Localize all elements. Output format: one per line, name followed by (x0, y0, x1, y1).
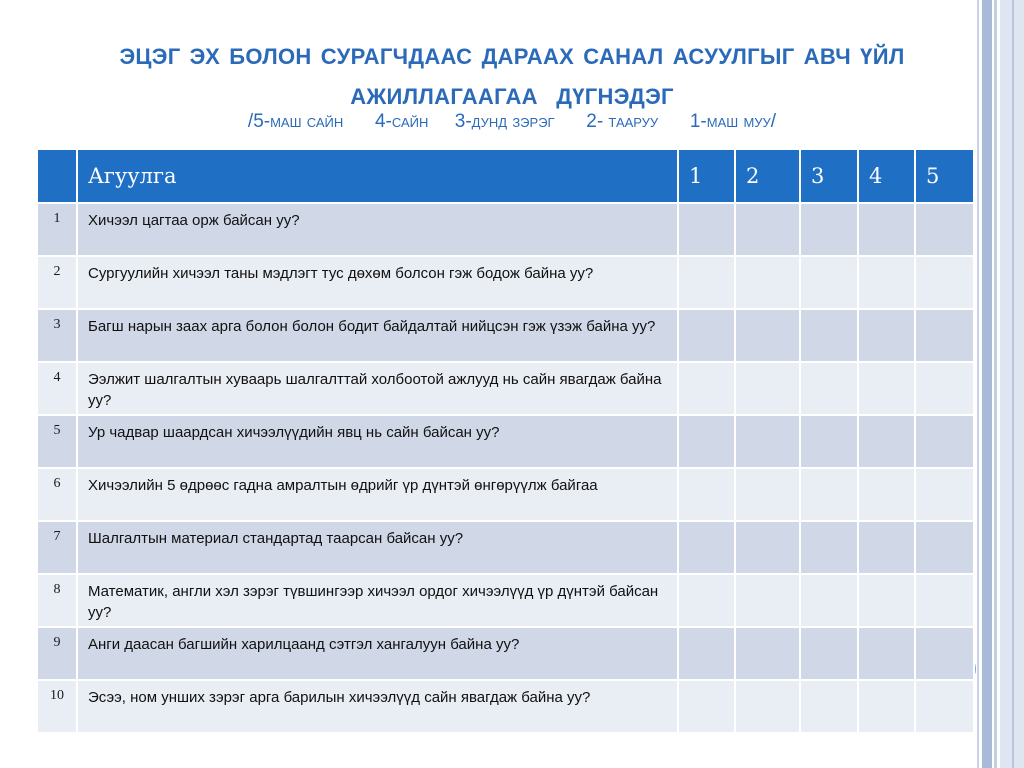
score-cell-4[interactable] (858, 362, 915, 415)
row-number: 2 (37, 256, 77, 309)
survey-table-body (37, 203, 974, 733)
rating-scale-legend: /5-маш сайн 4-сайн 3-дунд зэрэг 2- тааруу 1-маш муу/ (247, 111, 777, 132)
score-cell-3[interactable] (800, 468, 858, 521)
score-cell-4[interactable] (858, 415, 915, 468)
score-cell-5[interactable] (915, 680, 974, 733)
score-cell-4[interactable] (858, 203, 915, 256)
score-cell-5[interactable] (915, 256, 974, 309)
score-cell-2[interactable] (735, 256, 800, 309)
table-row (37, 362, 974, 415)
header-cell-score-3: 3 (800, 149, 858, 203)
table-row (37, 680, 974, 733)
table-row (37, 468, 974, 521)
header-cell-score-4: 4 (858, 149, 915, 203)
score-cell-2[interactable] (735, 203, 800, 256)
table-row (37, 415, 974, 468)
score-cell-3[interactable] (800, 256, 858, 309)
score-cell-3[interactable] (800, 362, 858, 415)
question-text: Ур чадвар шаардсан хичээлүүдийн явц нь сайн байсан уу? (77, 415, 678, 468)
score-cell-4[interactable] (858, 574, 915, 627)
question-text: Шалгалтын материал стандартад таарсан байсан уу? (77, 521, 678, 574)
row-number: 6 (37, 468, 77, 521)
score-cell-3[interactable] (800, 521, 858, 574)
score-cell-2[interactable] (735, 362, 800, 415)
question-text: Багш нарын заах арга болон болон бодит байдалтай нийцсэн гэж үзэж байна уу? (77, 309, 678, 362)
question-text: Анги даасан багшийн харилцаанд сэтгэл хангалуун байна уу? (77, 627, 678, 680)
score-cell-3[interactable] (800, 680, 858, 733)
score-cell-5[interactable] (915, 415, 974, 468)
table-row (37, 521, 974, 574)
row-number: 7 (37, 521, 77, 574)
score-cell-3[interactable] (800, 203, 858, 256)
score-cell-2[interactable] (735, 309, 800, 362)
score-cell-5[interactable] (915, 468, 974, 521)
row-number: 1 (37, 203, 77, 256)
score-cell-4[interactable] (858, 468, 915, 521)
score-cell-5[interactable] (915, 309, 974, 362)
score-cell-2[interactable] (735, 415, 800, 468)
score-cell-2[interactable] (735, 574, 800, 627)
question-text: Сургуулийн хичээл таны мэдлэгт тус дөхөм болсон гэж бодож байна уу? (77, 256, 678, 309)
header-cell-score-5: 5 (915, 149, 974, 203)
row-number: 3 (37, 309, 77, 362)
score-cell-5[interactable] (915, 203, 974, 256)
header-cell-number (37, 149, 77, 203)
score-cell-2[interactable] (735, 680, 800, 733)
score-cell-1[interactable] (678, 415, 735, 468)
score-cell-4[interactable] (858, 627, 915, 680)
question-text: Ээлжит шалгалтын хуваарь шалгалттай холбоотой ажлууд нь сайн явагдаж байна уу? (77, 362, 678, 415)
score-cell-1[interactable] (678, 362, 735, 415)
question-text: Математик, англи хэл зэрэг түвшингээр хичээл ордог хичээлүүд үр дүнтэй байсан уу? (77, 574, 678, 627)
score-cell-3[interactable] (800, 574, 858, 627)
score-cell-1[interactable] (678, 574, 735, 627)
score-cell-5[interactable] (915, 362, 974, 415)
question-text: Хичээл цагтаа орж байсан уу? (77, 203, 678, 256)
survey-table (36, 148, 975, 734)
table-row (37, 574, 974, 627)
score-cell-5[interactable] (915, 574, 974, 627)
score-cell-4[interactable] (858, 680, 915, 733)
score-cell-3[interactable] (800, 309, 858, 362)
decorative-stripe (994, 0, 997, 768)
score-cell-2[interactable] (735, 627, 800, 680)
table-header-row (37, 149, 974, 203)
score-cell-5[interactable] (915, 521, 974, 574)
table-row (37, 203, 974, 256)
decorative-stripe (1012, 0, 1014, 768)
score-cell-1[interactable] (678, 468, 735, 521)
score-cell-3[interactable] (800, 415, 858, 468)
score-cell-2[interactable] (735, 521, 800, 574)
row-number: 4 (37, 362, 77, 415)
question-text: Эсээ, ном унших зэрэг арга барилын хичээлүүд сайн явагдаж байна уу? (77, 680, 678, 733)
header-cell-score-2: 2 (735, 149, 800, 203)
score-cell-1[interactable] (678, 680, 735, 733)
table-row (37, 627, 974, 680)
score-cell-1[interactable] (678, 256, 735, 309)
score-cell-1[interactable] (678, 203, 735, 256)
header-cell-score-1: 1 (678, 149, 735, 203)
score-cell-1[interactable] (678, 627, 735, 680)
row-number: 10 (37, 680, 77, 733)
row-number: 8 (37, 574, 77, 627)
score-cell-2[interactable] (735, 468, 800, 521)
slide-title-line-2: ажиллагаагаа дүгнэдэг (350, 75, 674, 111)
score-cell-5[interactable] (915, 627, 974, 680)
score-cell-4[interactable] (858, 521, 915, 574)
score-cell-3[interactable] (800, 627, 858, 680)
header-cell-content: Агуулга (77, 149, 678, 203)
table-row (37, 256, 974, 309)
score-cell-1[interactable] (678, 309, 735, 362)
table-row (37, 309, 974, 362)
row-number: 5 (37, 415, 77, 468)
slide-title-line-1: эцэг эх болон сурагчдаас дараах санал асуулгыг авч үйл (119, 35, 905, 71)
score-cell-4[interactable] (858, 256, 915, 309)
row-number: 9 (37, 627, 77, 680)
question-text: Хичээлийн 5 өдрөөс гадна амралтын өдрийг үр дүнтэй өнгөрүүлж байгаа (77, 468, 678, 521)
score-cell-1[interactable] (678, 521, 735, 574)
score-cell-4[interactable] (858, 309, 915, 362)
